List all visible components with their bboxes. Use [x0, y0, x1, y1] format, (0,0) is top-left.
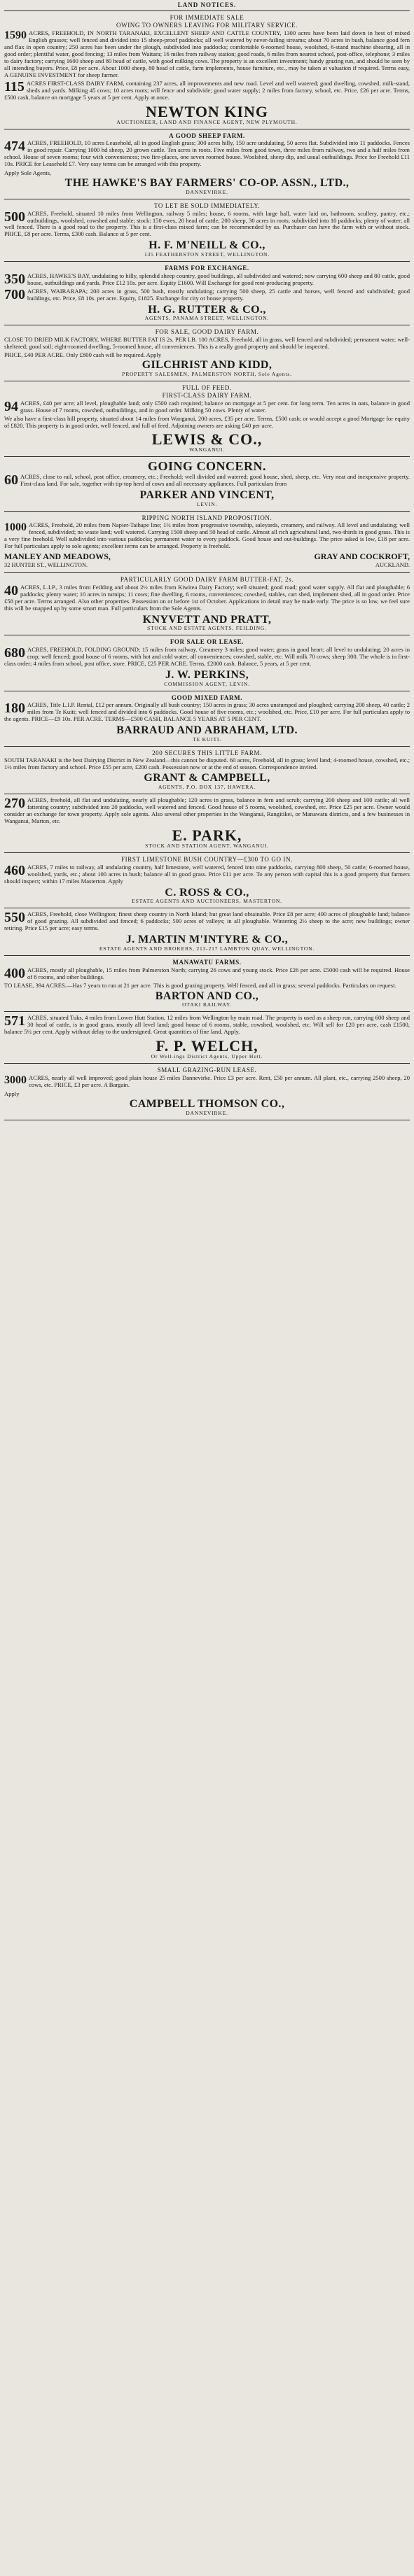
- acreage-figure: 3000: [4, 1074, 27, 1086]
- agent-address-pair: [4, 562, 410, 569]
- ad-text: ACRES, close to rail, school, post office, creamery, etc.; Freehold; well divided and watered; good house, shed, sheep, etc. Very neat and inexpensive property. First-class land. For sale, together with tip-top herd of cows and all necessary appliances. Full particulars from: [20, 472, 410, 487]
- rule: [4, 261, 410, 262]
- ad-heading: FULL OF FEED.: [182, 383, 232, 391]
- acreage-figure: 1590: [4, 29, 27, 41]
- rule: [4, 572, 410, 573]
- ad-heading: FARMS FOR EXCHANGE.: [165, 265, 249, 272]
- ad-body: [4, 702, 410, 723]
- apply-line: PRICE, £40 PER ACRE. Only £800 cash will be required. Apply: [4, 351, 162, 358]
- rule: [4, 746, 410, 747]
- agent-name: LEWIS & CO.,: [151, 430, 263, 448]
- acreage-figure: 350: [4, 271, 25, 287]
- advertisement: [4, 692, 410, 745]
- land-notices-page: [0, 0, 414, 1124]
- ad-body: SOUTH TARANAKI is the best Dairying District in New Zealand—this cannot be disputed. 60 acres, Freehold, all in grass; level land; 4-roomed house, cowshed, etc.; 1½ miles from factory and school. Price £55 per acre, £200 cash. Possession now or at the end of season. Correspondence invited.: [4, 756, 410, 771]
- advertisement: [4, 130, 410, 198]
- agent-name: GRANT & CAMPBELL,: [144, 772, 270, 784]
- acreage-figure: 700: [4, 286, 25, 302]
- ad-text: ACRES FIRST-CLASS DAIRY FARM, containing 237 acres, all improvements and new road. Level and well watered; good dwelling, cowshed, milk-stand, sheds and yards. Milking 45 cows; 10 acres roots; will fence and subdivide; good water supply; 2 miles from factory, school, etc. Price, £26 per acre. Terms, £500 cash, balance on mortgage 5 years at 5 per cent. Apply at once.: [4, 79, 410, 101]
- ad-heading: GOOD MIXED FARM.: [171, 694, 243, 701]
- agent-address: ESTATE AGENTS AND BROKERS, 213-217 LAMBTON QUAY, WELLINGTON.: [99, 945, 315, 952]
- ad-heading: 200 SECURES THIS LITTLE FARM.: [152, 749, 262, 756]
- ad-body: [4, 911, 410, 932]
- acreage-figure: 550: [4, 910, 25, 926]
- ad-text: ACRES, FREEHOLD, FOLDING GROUND; 15 miles from railway. Creamery 3 miles; good water; grass in good heart; all level to undulating; 20 acres in crop; well fenced; good house of 6 rooms, with hot and cold water, all conveniences; cowshed, stable, etc. Will milk 70 cows; sheep 300. The whole is in first-class order; 4 miles from school, post office, store. PRICE, £25 PER ACRE. Terms, £2000 cash. Balance, 5 years, at 5 per cent.: [4, 645, 410, 667]
- agent-pair: [4, 551, 410, 561]
- agent-name: J. W. PERKINS,: [165, 668, 249, 681]
- agent-address: 135 FEATHERSTON STREET, WELLINGTON.: [144, 251, 270, 258]
- acreage-figure: 94: [4, 399, 18, 415]
- advertisement: [4, 326, 410, 379]
- rule: [4, 10, 410, 11]
- ad-heading: FOR SALE OR LEASE.: [170, 638, 244, 646]
- agent-address: Or Well-ings District Agents, Upper Hutt.: [151, 1053, 263, 1060]
- ad-text: ACRES, mostly all ploughable, 15 miles from Palmerston North; carrying 26 cows and young stock. Price £26 per acre. £5000 cash will be required. House of 8 rooms, and other buildings.: [27, 966, 410, 980]
- ad-text: ACRES, 7 miles to railway, all undulating country, half limestone, well watered, fenced into nine paddocks, carrying 800 sheep, 50 cattle; 6-roomed house, woolshed, yards, etc.; about 100 acres in bush; balance all in good grass. Price £11 per acre. To any person with capital this is a good property that farmers should inspect; within 17 miles Masterton. Apply: [4, 863, 410, 885]
- ad-heading: A GOOD SHEEP FARM.: [169, 132, 245, 139]
- agent-address: AGENTS, PANAMA STREET, WELLINGTON.: [144, 315, 270, 322]
- ad-body: [4, 400, 410, 414]
- ads-column: [4, 12, 410, 1120]
- advertisement: [4, 636, 410, 689]
- acreage-figure: 460: [4, 862, 25, 878]
- advertisement: [4, 795, 410, 852]
- ad-heading: MANAWATU FARMS.: [172, 959, 242, 966]
- advertisement: [4, 262, 410, 324]
- rule: [4, 955, 410, 956]
- advertisement: [4, 382, 410, 456]
- ad-body: CLOSE TO DRIED MILK FACTORY, WHERE BUTTER FAT IS 2s. PER LB. 100 ACRES, Freehold, all in grass, well fenced and subdivided; permanent water; well-sheltered; good soil; eight-roomed dwelling, 5-roomed house, all conveniences. This is a really good property and should be inspected.: [4, 336, 410, 350]
- agent-name: BARRAUD AND ABRAHAM, LTD.: [116, 724, 298, 737]
- advertisement: [4, 747, 410, 793]
- ad-heading: GOING CONCERN.: [147, 458, 266, 473]
- agent-address: OTAKI RAILWAY.: [182, 1001, 232, 1008]
- advertisement: [4, 574, 410, 634]
- rule: [4, 1011, 410, 1012]
- agent-address: COMMISSION AGENT, LEVIN.: [164, 680, 250, 687]
- ad-heading: FIRST LIMESTONE BUSH COUNTRY—£300 TO GO IN.: [121, 856, 293, 864]
- ad-body: [4, 522, 410, 550]
- agent-address: TE KUITI.: [193, 736, 221, 742]
- ad-text: ACRES, FREEHOLD, 10 acres Leasehold, all in good English grass; 300 acres hilly, 150 acre undulating, 50 acres flat. Subdivided into 11 paddocks. Fences in good repair. Carrying 1000 hd sheep, 20 grown cattle. Ten acres in roots. Five miles from good town, three miles from railway, two and a half miles from school. House of seven rooms; four with conveniences; two fire-places, one seven roomed house. Woolshed, sheep dip, and usual outbuildings. Price for Freehold £11 10s. PRICE for Leasehold £7. Very easy terms can be arranged with this property.: [4, 139, 410, 168]
- advertisement: [4, 458, 410, 510]
- agent-name: H. F. M'NEILL & CO.,: [149, 239, 265, 252]
- ad-text: ACRES, L.I.P., 3 miles from Feilding and about 2½ miles from Kiwitea Dairy Factory; well situated; good road; good water supply. All flat and ploughable; 6 paddocks; plenty water; 10 acres in turnips; 11 cows; fine dwelling, 6 rooms, conveniences; cowshed, stables, cart shed, implement shed, all in good order. Price £58 per acre. Terms arranged. Also other properties. Possession on or before 1st of October. Applications in detail may be made early. The price is so low, we feel sure this will be snapped up by some smart man. Full particulars from the Sole Agents.: [4, 583, 410, 612]
- acreage-figure: 571: [4, 1013, 25, 1029]
- agent-address: AUCTIONEER, LAND AND FINANCE AGENT, NEW PLYMOUTH.: [116, 118, 298, 125]
- advertisement: [4, 512, 410, 572]
- rule: [4, 852, 410, 853]
- advertisement: [4, 200, 410, 260]
- rule: [4, 1063, 410, 1064]
- ad-body: [4, 864, 410, 885]
- apply-line: Apply Sole Agents,: [4, 169, 52, 177]
- agent-name: MANLEY AND MEADOWS,: [4, 551, 111, 562]
- ad-text: ACRES, FREEHOLD, IN NORTH TARANAKI, EXCELLENT SHEEP AND CATTLE COUNTRY, 1300 acres have been laid down in best of mixed English grasses; well fenced and divided into 15 sheep-proof paddocks; all well watered by never-failing streams; about 70 acres in bush, balance good fern and flax in open country; 250 acres has been under the plough, subdivided into paddocks; comfortable 6-roomed house, woolshed, 6-stand machine shearing, all in good order; plentiful water, good fencing; 13 miles from Waitara; 16 miles from railway station; good roads, 6 miles from nearest school, post-office, telephone; 3 miles to dairy factory; carrying 1600 sheep and 80 head of cattle, with good milking cows. The property is an excellent investment; handy grazing run, and should be seen by all intending buyers. Price, £8 per acre. About 1000 sheep, 80 head of cattle, farm implements, house furniture, etc., may be taken at valuation if required. Terms easy, A GENUINE INVESTMENT for sheep farmer.: [4, 29, 410, 78]
- advertisement: [4, 1013, 410, 1062]
- ad-body: [4, 80, 410, 101]
- ad-text: ACRES, Freehold, situated 10 miles from Wellington, railway 5 miles; house, 6 rooms, with large hall, water laid on, bathroom, scullery, pantry, etc.; outbuildings, woolshed, cowshed and stable; stock: 150 ewes, 20 head of cattle, 200 sheep, 30 acres in roots; subdivided into 10 paddocks; plenty of water; all well fenced. There is a good road to the property. This is a first-class mixed farm; can be recommended by us. Purchaser can have the farm with or without stock. PRICE, £8 per acre. Terms, £300 cash. Balance at 5 per cent.: [4, 209, 410, 238]
- agent-name: J. MARTIN M'INTYRE & CO.,: [125, 934, 289, 946]
- ad-body: [4, 140, 410, 168]
- ad-body: [4, 797, 410, 825]
- agent-address: PROPERTY SALESMEN, PALMERSTON NORTH, Sole Agents.: [122, 370, 292, 377]
- ad-heading: RIPPING NORTH ISLAND PROPOSITION.: [142, 514, 272, 521]
- agent-name: NEWTON KING: [145, 102, 268, 120]
- acreage-figure: 60: [4, 472, 18, 488]
- agent-name: H. G. RUTTER & CO.,: [148, 303, 266, 316]
- agent-address: 32 HUNTER ST., WELLINGTON.: [4, 562, 88, 569]
- ad-heading: OWING TO OWNERS LEAVING FOR MILITARY SERVICE.: [116, 22, 298, 29]
- ad-heading: PARTICULARLY GOOD DAIRY FARM BUTTER-FAT, 2s.: [120, 576, 294, 584]
- agent-name: GRAY AND COCKROFT,: [314, 551, 410, 562]
- ad-body: [4, 288, 410, 302]
- ad-text: ACRES, Title L.I.P. Rental, £12 per annum. Originally all bush country; 150 acres in grass; 30 acres unstumped and ploughed; carrying 200 sheep, 40 cattle; 2 miles from Te Kuiti; well fenced and divided into 6 paddocks. Good house of five rooms, etc.; woolshed, etc. Price, £10 per acre. For full particulars apply to the agents. PRICE—£9 10s. PER ACRE. TERMS—£500 CASH, BALANCE 5 YEARS AT 5 PER CENT.: [4, 701, 410, 723]
- agent-address: DANNEVIRKE.: [186, 1109, 228, 1116]
- agent-address: AUCKLAND.: [375, 562, 410, 569]
- ad-heading: FIRST-CLASS DAIRY FARM.: [162, 392, 252, 400]
- ad-heading: TO LET BE SOLD IMMEDIATELY.: [153, 202, 261, 209]
- ad-body: [4, 1015, 410, 1036]
- apply-line: Apply: [4, 1090, 20, 1097]
- agent-address: ESTATE AGENTS AND AUCTIONEERS, MASTERTON.: [132, 898, 282, 905]
- ad-text: ACRES, freehold, all flat and undulating, nearly all ploughable; 120 acres in grass, balance in fern and scrub; carrying 200 sheep and 100 cattle; all well fattening country; subdivided into 20 paddocks, well watered and fenced. Good house of 5 rooms, woolshed, cowshed, etc. Price £25 per acre. Owner would consider an exchange for town property. Apply sole agents. Also several other properties in the Wanganui, Rangitikei, or Manawatu districts, and a few businesses in Wanganui, Marton, etc.: [4, 796, 410, 825]
- ad-text: ACRES, Freehold, close Wellington; finest sheep country in North Island; but great land obtainable. Price £8 per acre; 400 acres of ploughable land; balance of good grazing. All subdivided and fenced; 6 paddocks; 500 acres of valleys; in all ploughable. Wintering 2½ sheep to the acre; new buildings; owner retiring. Price £15 per acre; easy terms.: [4, 910, 410, 932]
- ad-body: [4, 647, 410, 668]
- advertisement: [4, 909, 410, 955]
- acreage-figure: 474: [4, 139, 25, 155]
- masthead: LAND NOTICES.: [177, 1, 237, 8]
- rule: [4, 511, 410, 512]
- ad-body: [4, 967, 410, 981]
- ad-body: We also have a first-class hill property, situated about 14 miles from Wanganui, 200 acres, £35 per acre. Terms, £500 cash; or would accept a good Mortgage for equity of £820. This property is in good order, well fenced, and full of feed. Adjoining owners are asking £40 per acre.: [4, 415, 410, 429]
- agent-name: BARTON AND CO.,: [155, 990, 259, 1002]
- ad-text: ACRES, Freehold, 20 miles from Napier-Taihape line; 1½ miles from progressive township, saleyards, creamery, and railway. All level and undulating; well fenced, subdivided; no waste land; well watered. Carrying 1500 sheep and 50 head of cattle. Almost all rich agricultural land, two-thirds in good grass. This is a very fine freehold. Well subdivided into various paddocks; permanent water to every paddock. Good house and out-buildings. The price asked is low, £18 per acre. For full particulars apply to sole agents; excellent terms can be arranged. Property is freehold.: [4, 521, 410, 550]
- acreage-figure: 180: [4, 701, 25, 717]
- acreage-figure: 400: [4, 965, 25, 981]
- advertisement: [4, 12, 410, 128]
- agent-name: C. ROSS & CO.,: [165, 886, 249, 899]
- ad-body: [4, 474, 410, 488]
- ad-text: ACRES, WAIRARAPA; 200 acres in grass, 500 bush, mostly undulating; carrying 500 sheep, 25 cattle and horses, well fenced and subdivided; good buildings, etc. Price, £8 10s. per acre. Equity, £1825. Exchange for city or house property.: [27, 287, 410, 302]
- advertisement: [4, 854, 410, 907]
- acreage-figure: 270: [4, 796, 25, 812]
- acreage-figure: 500: [4, 209, 25, 225]
- agent-address: STOCK AND STATION AGENT, WANGANUI.: [145, 843, 269, 850]
- agent-name: CAMPBELL THOMSON CO.,: [129, 1097, 285, 1110]
- ad-body: [4, 211, 410, 239]
- agent-address: AGENTS, P.O. BOX 137, HAWERA.: [158, 784, 256, 791]
- agent-name: PARKER AND VINCENT,: [139, 488, 275, 501]
- agent-address: STOCK AND ESTATE AGENTS, FEILDING.: [147, 625, 267, 632]
- acreage-figure: 40: [4, 582, 18, 598]
- agent-name: THE HAWKE'S BAY FARMERS' CO-OP. ASSN., LTD.,: [64, 177, 350, 190]
- ad-body: [4, 30, 410, 79]
- agent-address: LEVIN.: [196, 500, 218, 507]
- rule: [4, 456, 410, 457]
- acreage-figure: 115: [4, 78, 25, 94]
- acreage-figure: 1000: [4, 521, 27, 534]
- ad-body: TO LEASE, 394 ACRES.—Has 7 years to run at 21 per acre. This is good grazing property. Well fenced, and all in grass; several paddocks. Particulars on request.: [4, 981, 396, 989]
- ad-body: [4, 584, 410, 612]
- agent-name: F. P. WELCH,: [156, 1037, 258, 1055]
- ad-body: [4, 273, 410, 287]
- ad-heading: FOR IMMEDIATE SALE: [170, 13, 244, 21]
- ad-heading: SMALL GRAZING-RUN LEASE.: [157, 1067, 257, 1074]
- agent-name: GILCHRIST AND KIDD,: [142, 359, 272, 372]
- ad-body: [4, 1075, 410, 1089]
- ad-heading: FOR SALE, GOOD DAIRY FARM.: [155, 328, 259, 336]
- ad-text: ACRES, situated Tuks, 4 miles from Lower Hutt Station, 12 miles from Wellington by main road. The property is used as a sheep run, carrying 600 sheep and 30 head of cattle, is in good grass, mostly all level land; good house of 6 rooms, stable, cowshed, woolshed, etc. Will sell for £20 per acre, cash £1500, balance 5½ per cent. Apply without delay to the undersigned. Great quantities of fine land. Apply.: [4, 1014, 410, 1036]
- ad-text: ACRES, nearly all well improved; good plain house 25 miles Dannevirke. Price £3 per acre. Rent, £50 per annum. All plant, etc., carrying 2500 sheep, 20 cows, etc. PRICE, £3 per acre. A Bargain.: [29, 1074, 410, 1088]
- agent-name: E. PARK,: [172, 826, 242, 845]
- agent-address: WANGANUI.: [189, 446, 225, 453]
- ad-text: ACRES, HAWKE'S BAY, undulating to hilly, splendid sheep country, good buildings, all subdivided and watered; now carrying 600 sheep and 80 cattle, good house, outbuildings and yards. Price £12 10s. per acre. Equity £1600. Will Exchange for good rent-producing property.: [27, 272, 410, 286]
- agent-name: KNYVETT AND PRATT,: [142, 613, 272, 626]
- advertisement: [4, 957, 410, 1011]
- acreage-figure: 680: [4, 645, 25, 661]
- ad-text: ACRES, £40 per acre; all level, ploughable land; only £500 cash required; balance on mortgage at 5 per cent. for long term. Ten acres in oats, balance in good grass. House of 7 rooms, cowshed, outbuildings, and in good order. Milking 50 cows. Plenty of water.: [20, 400, 410, 414]
- agent-address: DANNEVIRKE.: [186, 188, 228, 195]
- advertisement: [4, 1064, 410, 1118]
